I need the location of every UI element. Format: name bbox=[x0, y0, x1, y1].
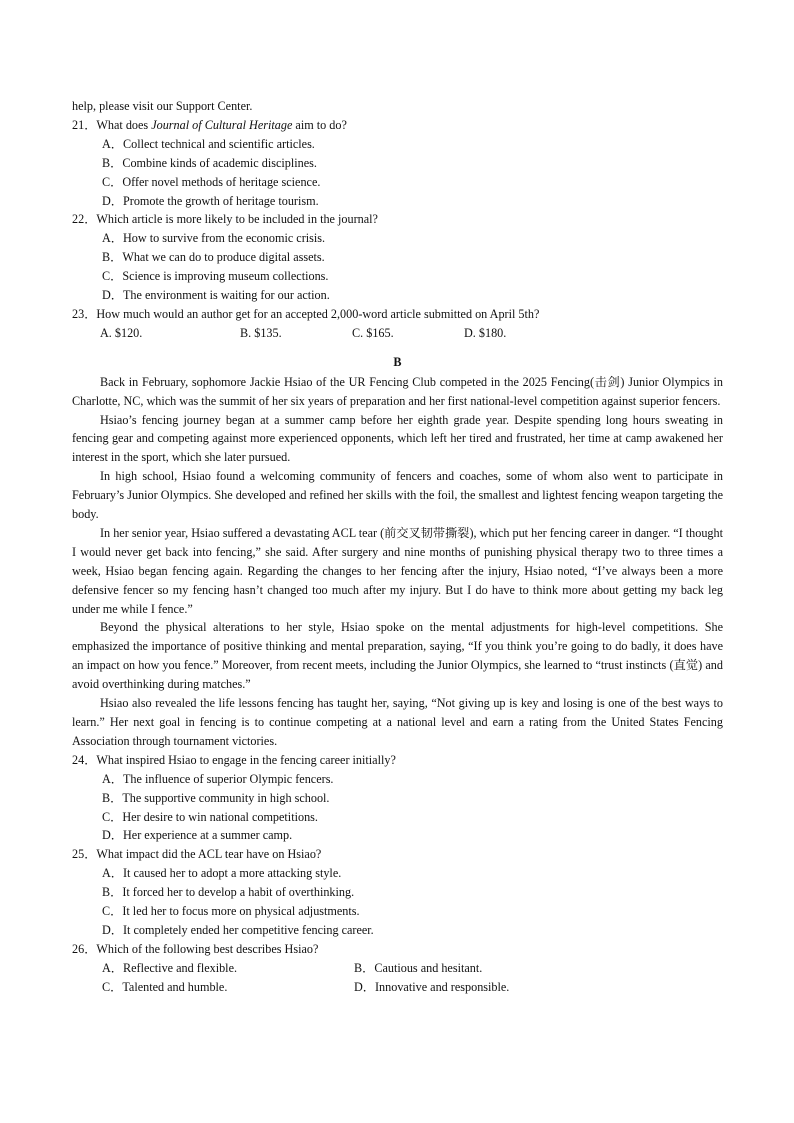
question-text: Which of the following best describes Hsiao? bbox=[96, 941, 319, 956]
option-d: D．Innovative and responsible. bbox=[354, 979, 510, 994]
question-23 bbox=[72, 305, 723, 343]
option-d: D. $180. bbox=[464, 325, 507, 340]
passage-paragraph: Hsiao’s fencing journey began at a summer camp before her eighth grade year. Despite spending long hours sweating in fencing gear and competing against more experienced opponents, which left her tired and frustrated, her time at camp awakened her interest in the sport, which she later pursued. bbox=[72, 412, 723, 465]
passage-paragraph: Back in February, sophomore Jackie Hsiao of the UR Fencing Club competed in the 2025 Fencing(击剑) Junior Olympics in Charlotte, NC, which was the summit of her six years of preparation and her first national-level competition against superior fencers. bbox=[72, 374, 723, 408]
option-b: B. $135. bbox=[240, 325, 282, 340]
question-24 bbox=[72, 751, 723, 846]
option-b: B．It forced her to develop a habit of overthinking. bbox=[102, 885, 355, 900]
option-a: A．The influence of superior Olympic fencers. bbox=[102, 771, 334, 786]
question-26-options-row-1 bbox=[72, 959, 723, 978]
option-a: A. $120. bbox=[100, 325, 143, 340]
intro-tail-text: help, please visit our Support Center. bbox=[72, 99, 253, 113]
option-c: C. $165. bbox=[352, 325, 394, 340]
option-a: A．How to survive from the economic crisis. bbox=[102, 231, 326, 246]
question-26-options-row-2 bbox=[72, 978, 723, 997]
option-a: A．It caused her to adopt a more attacking style. bbox=[102, 866, 342, 881]
passage-paragraph: Hsiao also revealed the life lessons fencing has taught her, saying, “Not giving up is key and losing is one of the best ways to learn.” Her next goal in fencing is to continue competing at a national level and earn a rating from the United States Fencing Association through tournament victories. bbox=[72, 696, 723, 748]
question-number: 26． bbox=[72, 941, 97, 956]
question-24-stem bbox=[72, 751, 723, 770]
question-23-options bbox=[72, 324, 723, 343]
question-number: 24． bbox=[72, 752, 97, 767]
question-25-stem bbox=[72, 845, 723, 864]
question-text: aim to do? bbox=[292, 117, 347, 132]
page-content bbox=[72, 97, 723, 997]
question-number: 22． bbox=[72, 212, 97, 227]
question-23-stem bbox=[72, 305, 723, 324]
question-number: 25． bbox=[72, 847, 97, 862]
option-b: B．The supportive community in high school. bbox=[102, 790, 330, 805]
question-text: What impact did the ACL tear have on Hsiao? bbox=[96, 847, 322, 862]
question-21 bbox=[72, 116, 723, 211]
option-a: A．Reflective and flexible. bbox=[102, 960, 238, 975]
option-c: C．It led her to focus more on physical adjustments. bbox=[102, 904, 360, 919]
option-c: C．Her desire to win national competitions. bbox=[102, 809, 318, 824]
option-b: B．Cautious and hesitant. bbox=[354, 960, 483, 975]
option-a: A．Collect technical and scientific articles. bbox=[102, 136, 315, 151]
option-b: B．Combine kinds of academic disciplines. bbox=[102, 155, 317, 170]
question-26 bbox=[72, 940, 723, 997]
question-text: Which article is more likely to be included in the journal? bbox=[96, 212, 378, 227]
option-d: D．Promote the growth of heritage tourism. bbox=[102, 193, 319, 208]
section-b-passage bbox=[72, 373, 723, 751]
question-text: How much would an author get for an accepted 2,000-word article submitted on April 5th? bbox=[96, 306, 540, 321]
option-c: C．Talented and humble. bbox=[102, 979, 228, 994]
question-21-stem bbox=[72, 116, 723, 135]
question-22-stem bbox=[72, 210, 723, 229]
journal-title: Journal of Cultural Heritage bbox=[151, 117, 293, 132]
question-text: What inspired Hsiao to engage in the fencing career initially? bbox=[96, 752, 396, 767]
option-d: D．It completely ended her competitive fencing career. bbox=[102, 922, 374, 937]
question-number: 23． bbox=[72, 306, 97, 321]
question-25 bbox=[72, 845, 723, 940]
question-26-stem bbox=[72, 940, 723, 959]
passage-paragraph: In her senior year, Hsiao suffered a devastating ACL tear (前交叉韧带撕裂), which put her fencing career in danger. “I thought I would never get back into fencing,” she said. After surgery and nine months of punishing physical therapy two to three times a week, Hsiao began fencing again. Regarding the changes to her fencing after the injury, Hsiao noted, “I’ve always been a more defensive fencer so my fencing hasn’t changed too much after my injury. But I do have to think more about getting my back leg under me while I fence.” bbox=[72, 525, 723, 616]
option-d: D．Her experience at a summer camp. bbox=[102, 828, 293, 843]
section-b-title: B bbox=[393, 354, 402, 369]
passage-paragraph: Beyond the physical alterations to her style, Hsiao spoke on the mental adjustments for high-level competitions. She emphasized the importance of positive thinking and mental preparation, saying, “If you think you’re going to do badly, it does have an impact on how you fence.” Moreover, from recent meets, including the Junior Olympics, she learned to “trust instincts (直觉) and avoid overthinking during matches.” bbox=[72, 620, 723, 692]
option-c: C．Offer novel methods of heritage science. bbox=[102, 174, 321, 189]
question-number: 21． bbox=[72, 117, 97, 132]
passage-paragraph: In high school, Hsiao found a welcoming community of fencers and coaches, some of whom also went to participate in February’s Junior Olympics. She developed and refined her skills with the foil, the smallest and lightest fencing weapon targeting the body. bbox=[72, 469, 723, 522]
question-text: What does bbox=[96, 117, 152, 132]
option-c: C．Science is improving museum collections. bbox=[102, 269, 329, 284]
option-d: D．The environment is waiting for our action. bbox=[102, 288, 330, 303]
question-22 bbox=[72, 210, 723, 305]
option-b: B．What we can do to produce digital assets. bbox=[102, 250, 325, 265]
